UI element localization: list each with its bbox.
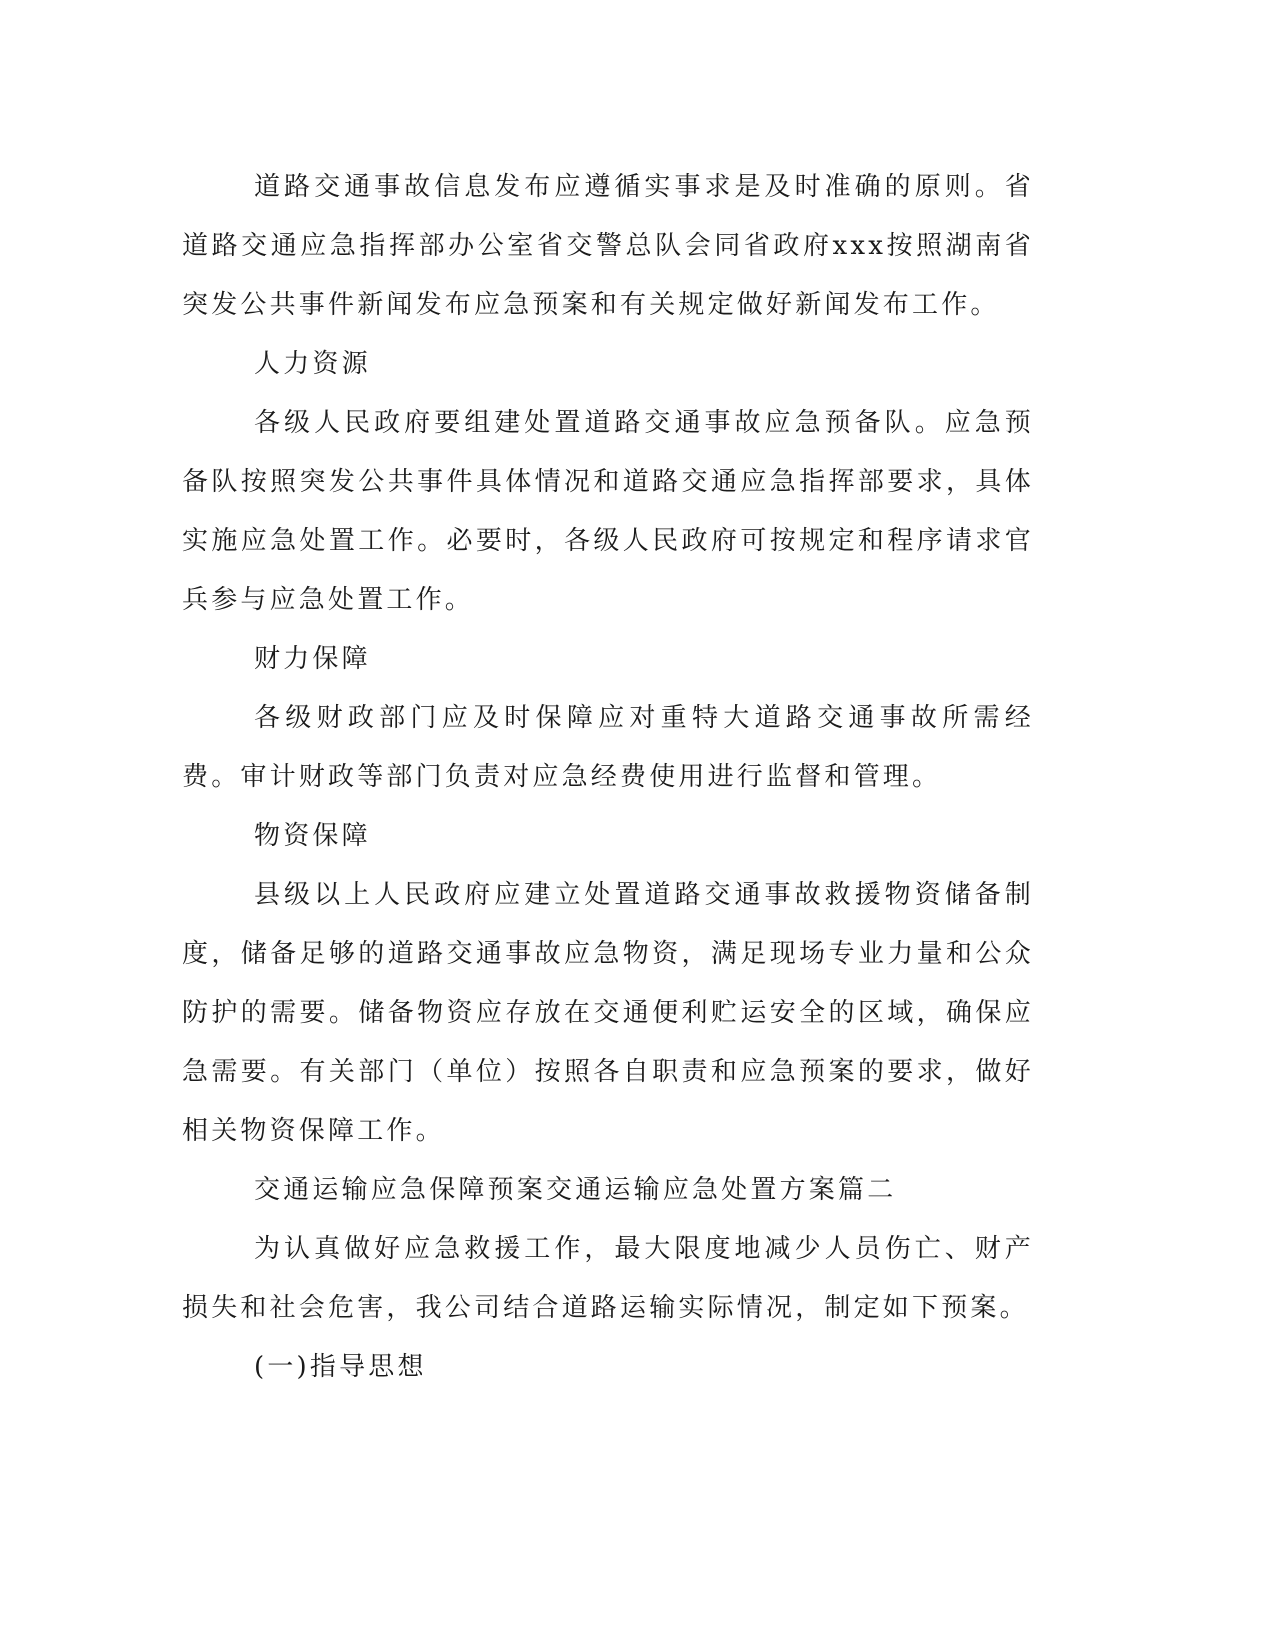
- document-body: [182, 158, 1034, 1397]
- heading-human-resources: 人力资源: [254, 349, 371, 379]
- heading-financial-support: 财力保障: [254, 644, 371, 674]
- paragraph-news-release: 道路交通事故信息发布应遵循实事求是及时准确的原则。省道路交通应急指挥部办公室省交警总队会同省政府xxx按照湖南省突发公共事件新闻发布应急预案和有关规定做好新闻发布工作。: [182, 172, 1034, 320]
- paragraph-material-reserve: 县级以上人民政府应建立处置道路交通事故救援物资储备制度，储备足够的道路交通事故应急物资，满足现场专业力量和公众防护的需要。储备物资应存放在交通便利贮运安全的区域，确保应急需要。有关部门（单位）按照各自职责和应急预案的要求，做好相关物资保障工作。: [182, 880, 1034, 1146]
- paragraph-reserve-team: 各级人民政府要组建处置道路交通事故应急预备队。应急预备队按照突发公共事件具体情况和道路交通应急指挥部要求，具体实施应急处置工作。必要时，各级人民政府可按规定和程序请求官兵参与应急处置工作。: [182, 408, 1034, 615]
- paragraph-funding: 各级财政部门应及时保障应对重特大道路交通事故所需经费。审计财政等部门负责对应急经费使用进行监督和管理。: [182, 703, 1034, 792]
- heading-part-two-title: 交通运输应急保障预案交通运输应急处置方案篇二: [254, 1175, 897, 1205]
- heading-material-support: 物资保障: [254, 821, 371, 851]
- heading-guiding-ideology: (一)指导思想: [254, 1352, 427, 1382]
- paragraph-purpose: 为认真做好应急救援工作，最大限度地减少人员伤亡、财产损失和社会危害，我公司结合道路运输实际情况，制定如下预案。: [182, 1234, 1034, 1323]
